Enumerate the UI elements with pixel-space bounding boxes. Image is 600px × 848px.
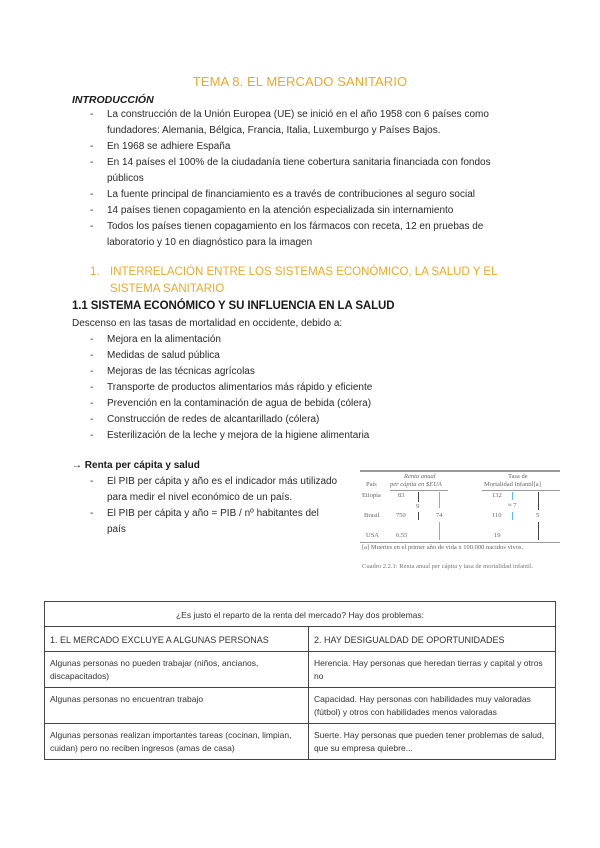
ratio-bracket [538,522,539,540]
intro-heading: INTRODUCCIÓN [72,94,154,106]
figure-row-mortality: 110 [492,512,502,519]
figure-header-mortality-2: Mortalidad Infantil[a] [484,481,541,488]
table-cell: Suerte. Hay personas que pueden tener problemas de salud, que su empresa quiebre... [309,724,556,760]
ratio-label: ≈ 7 [508,502,517,509]
table-header-row [45,602,556,627]
list-item: - En 14 países el 100% de la ciudadanía tiene cobertura sanitaria financiada con fondos públicos [90,157,491,184]
ratio-label: 9 [416,503,420,510]
figure-row-country: Brasil [364,512,380,519]
income-subrule [390,490,448,491]
problems-table [44,601,556,760]
table-question-header: ¿Es justo el reparto de la renta del mercado? Hay dos problemas: [45,602,556,627]
table-cell: Algunas personas realizan importantes tareas (cocinan, limpian, cuidan) pero no reciben ingresos (amas de casa) [45,724,309,760]
ratio-bracket [439,492,440,508]
list-item: - Prevención en la contaminación de agua de bebida (cólera) [90,396,470,412]
causes-list [90,332,470,444]
table-column-header-row [45,627,556,652]
figure-header-income-1: Renta anual [404,473,436,480]
table-row [45,688,556,724]
table-cell: Algunas personas no encuentran trabajo [45,688,309,724]
section-number: 1. [90,266,100,278]
list-item: - Esterilización de la leche y mejora de la higiene alimentaria [90,428,470,444]
dash-bullet: - [90,141,94,152]
dash-bullet: - [90,205,94,216]
dash-bullet: - [90,157,94,168]
ratio-bracket [418,512,419,520]
list-item: - En 1968 se adhiere España [90,139,530,155]
dash-bullet: - [90,189,94,200]
arrow-right-icon: → [72,460,82,471]
list-item: - El PIB per cápita y año = PIB / nº habitantes del país [90,508,319,535]
ratio-label: 5 [536,512,540,519]
dash-bullet: - [90,221,94,232]
list-item: - Construcción de redes de alcantarillado (cólera) [90,412,470,428]
table-bottom-rule [360,542,560,543]
list-item: - Mejoras de las técnicas agrícolas [90,364,470,380]
figure-footnote: [a] Muertes en el primer año de vida x 100.000 nacidos vivos. [362,544,524,551]
table-top-rule [360,470,560,472]
ratio-bracket [538,492,539,510]
figure-row-mortality: 19 [494,532,501,539]
figure-caption: Cuadro 2.2.1: Renta anual per cápita y tasa de mortalidad infantil. [362,563,534,570]
subsection-1-1-heading: 1.1 SISTEMA ECONÓMICO Y SU INFLUENCIA EN LA SALUD [72,300,395,312]
dash-bullet: - [90,350,94,361]
ratio-bracket [418,492,419,502]
dash-bullet: - [90,382,94,393]
figure-row-income: 750 [396,512,406,519]
figure-row-income: 83 [398,492,405,499]
list-item: - Mejora en la alimentación [90,332,470,348]
renta-heading-text: Renta per cápita y salud [84,460,200,471]
list-item: - El PIB per cápita y año es el indicador más utilizado para medir el nivel económico de un país. [90,476,338,503]
subsection-lead-text: Descenso en las tasas de mortalidad en occidente, debido a: [72,318,343,329]
figure-row-country: USA [366,532,380,539]
page-title: TEMA 8. EL MERCADO SANITARIO [192,74,408,89]
renta-heading [72,460,200,471]
figure-row-mortality: 132 [492,492,502,499]
column-header-desigualdad: 2. HAY DESIGUALDAD DE OPORTUNIDADES [309,627,556,652]
mortality-subrule [482,490,560,491]
section-1-heading [90,264,510,298]
dash-bullet: - [90,109,94,120]
list-item: - La construcción de la Unión Europea (UE) se inició en el año 1958 con 6 países como fundadores: Alemania, Bélgica, Francia, Italia, Luxemburgo y Países Bajos. [90,109,489,136]
figure-row-country: Etiopía [362,492,381,499]
table-row [45,724,556,760]
dash-bullet: - [90,414,94,425]
dash-bullet: - [90,334,94,345]
dash-bullet: - [90,508,94,519]
income-mortality-figure [360,470,592,580]
table-cell: Herencia. Hay personas que heredan tierras y capital y otros no [309,652,556,688]
table-cell: Algunas personas no pueden trabajar (niños, ancianos, discapacitados) [45,652,309,688]
figure-header-country: País [366,481,377,488]
table-cell: Capacidad. Hay personas con habilidades muy valoradas (fútbol) y otros con habilidades menos valoradas [309,688,556,724]
list-item: - Transporte de productos alimentarios más rápido y eficiente [90,380,470,396]
section-title: INTERRELACIÓN ENTRE LOS SISTEMAS ECONÓMICO, LA SALUD Y EL SISTEMA SANITARIO [110,266,498,295]
ratio-bracket [512,492,513,500]
ratio-label: 74 [436,512,443,519]
list-item: - Medidas de salud pública [90,348,470,364]
dash-bullet: - [90,476,94,487]
list-item: - Todos los países tienen copagamiento en los fármacos con receta, 12 en pruebas de laboratorio y 10 en diagnóstico para la imagen [90,221,484,248]
figure-row-income: 6.55 [396,532,408,539]
list-item: - La fuente principal de financiamiento es a través de contribuciones al seguro social [90,187,530,203]
list-item: - 14 países tienen copagamiento en la atención especializada sin internamiento [90,203,530,219]
intro-list [90,107,530,251]
ratio-bracket [439,522,440,540]
dash-bullet: - [90,430,94,441]
table-row [45,652,556,688]
renta-list [90,474,340,538]
ratio-bracket [512,512,513,520]
dash-bullet: - [90,398,94,409]
figure-header-income-2: per cápita en $EUA [390,481,442,488]
column-header-excluye: 1. EL MERCADO EXCLUYE A ALGUNAS PERSONAS [45,627,309,652]
dash-bullet: - [90,366,94,377]
figure-header-mortality-1: Tasa de [508,473,528,480]
